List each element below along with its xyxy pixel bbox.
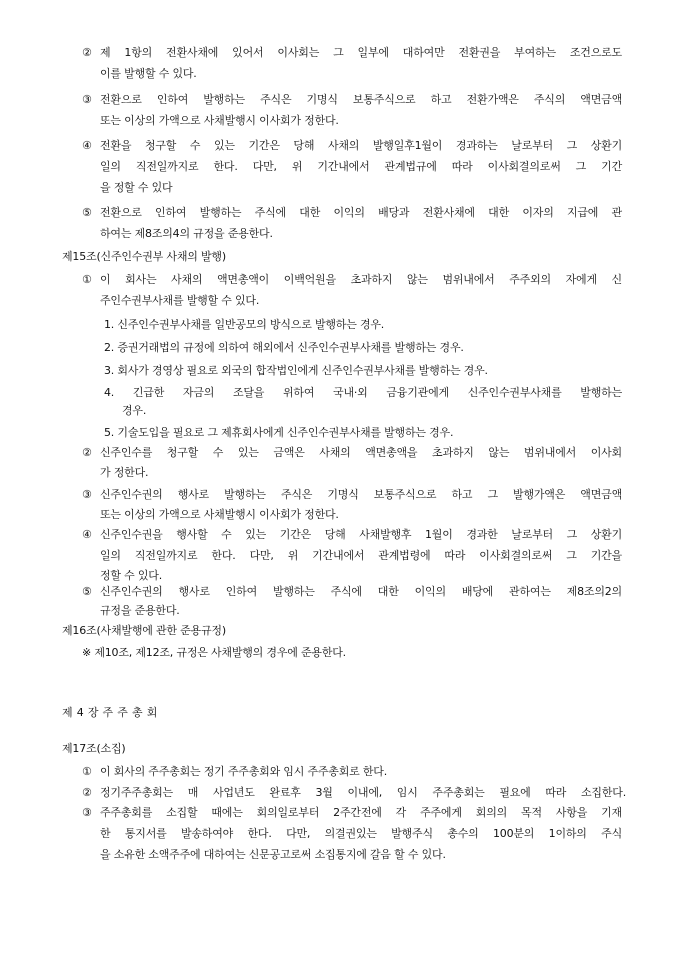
paragraph-line: 규정을 준용한다. bbox=[100, 604, 180, 617]
paragraph-number: ② bbox=[82, 46, 92, 59]
paragraph-line: 신주인수권의 행사로 인하여 발행하는 주식에 대한 이익의 배당에 관하여는 제8조의2의 bbox=[100, 585, 622, 598]
paragraph-number: ② bbox=[82, 786, 92, 799]
list-item-line: 4. 긴급한 자금의 조달을 위하여 국내·외 금융기관에게 신주인수권부사채를 발행하는 bbox=[104, 386, 622, 399]
paragraph-number: ③ bbox=[82, 93, 92, 106]
paragraph-number: ① bbox=[82, 273, 92, 286]
paragraph-line: 가 정한다. bbox=[100, 466, 149, 479]
paragraph-line: 일의 직전일까지로 한다. 다만, 위 기간내에서 관계법령에 따라 이사회결의로써 그 기간을 bbox=[100, 549, 622, 562]
paragraph-line: 정기주주총회는 매 사업년도 완료후 3월 이내에, 임시 주주총회는 필요에 따라 소집한다. bbox=[100, 786, 626, 799]
list-item: 3. 회사가 경영상 필요로 외국의 합작법인에게 신주인수권부사채를 발행하는 경우. bbox=[104, 364, 488, 377]
paragraph-line: 을 소유한 소액주주에 대하여는 신문공고로써 소집통지에 갈음 할 수 있다. bbox=[100, 848, 446, 861]
paragraph-line: 주인수권부사채를 발행할 수 있다. bbox=[100, 294, 260, 307]
article-15-title: 제15조(신주인수권부 사채의 발행) bbox=[62, 250, 226, 263]
paragraph-line: 또는 이상의 가액으로 사채발행시 이사회가 정한다. bbox=[100, 508, 339, 521]
paragraph-line: 전환으로 인하여 발행하는 주식은 기명식 보통주식으로 하고 전환가액은 주식의 액면금액 bbox=[100, 93, 622, 106]
paragraph-line: 이를 발행할 수 있다. bbox=[100, 67, 197, 80]
paragraph-number: ④ bbox=[82, 528, 92, 541]
paragraph-line: 이 회사는 사채의 액면총액이 이백억원을 초과하지 않는 범위내에서 주주외의 자에게 신 bbox=[100, 273, 622, 286]
chapter-4-heading: 제 4 장 주 주 총 회 bbox=[62, 706, 158, 719]
article-16-title: 제16조(사채발행에 관한 준용규정) bbox=[62, 624, 226, 637]
article-16-note: ※ 제10조, 제12조, 규정은 사채발행의 경우에 준용한다. bbox=[82, 646, 346, 659]
paragraph-line: 하여는 제8조의4의 규정을 준용한다. bbox=[100, 227, 273, 240]
paragraph-line: 또는 이상의 가액으로 사채발행시 이사회가 정한다. bbox=[100, 114, 339, 127]
paragraph-number: ⑤ bbox=[82, 585, 92, 598]
list-item: 5. 기술도입을 필요로 그 제휴회사에게 신주인수권부사채를 발행하는 경우. bbox=[104, 426, 454, 439]
paragraph-line: 전환을 청구할 수 있는 기간은 당해 사채의 발행일후1월이 경과하는 날로부터 그 상환기 bbox=[100, 139, 622, 152]
paragraph-number: ① bbox=[82, 765, 92, 778]
paragraph-line: 신주인수를 청구할 수 있는 금액은 사채의 액면총액을 초과하지 않는 범위내에서 이사회 bbox=[100, 446, 622, 459]
paragraph-number: ② bbox=[82, 446, 92, 459]
paragraph-line: 전환으로 인하여 발행하는 주식에 대한 이익의 배당과 전환사채에 대한 이자의 지급에 관 bbox=[100, 206, 622, 219]
article-17-title: 제17조(소집) bbox=[62, 742, 126, 755]
list-item: 1. 신주인수권부사채를 일반공모의 방식으로 발행하는 경우. bbox=[104, 318, 385, 331]
paragraph-line: 주주총회를 소집할 때에는 회의일로부터 2주간전에 각 주주에게 회의의 목적 사항을 기재 bbox=[100, 806, 622, 819]
paragraph-line: 제 1항의 전환사채에 있어서 이사회는 그 일부에 대하여만 전환권을 부여하는 조건으로도 bbox=[100, 46, 622, 59]
paragraph-line: 한 통지서를 발송하여야 한다. 다만, 의결권있는 발행주식 총수의 100분의 1이하의 주식 bbox=[100, 827, 622, 840]
paragraph-line: 신주인수권의 행사로 발행하는 주식은 기명식 보통주식으로 하고 그 발행가액은 액면금액 bbox=[100, 488, 622, 501]
paragraph-line: 신주인수권을 행사할 수 있는 기간은 당해 사채발행후 1월이 경과한 날로부터 그 상환기 bbox=[100, 528, 622, 541]
paragraph-line: 을 정할 수 있다 bbox=[100, 181, 173, 194]
paragraph-line: 정할 수 있다. bbox=[100, 569, 163, 582]
paragraph-line: 이 회사의 주주총회는 정기 주주총회와 임시 주주총회로 한다. bbox=[100, 765, 388, 778]
paragraph-number: ③ bbox=[82, 488, 92, 501]
list-item-line: 경우. bbox=[122, 404, 147, 417]
list-item: 2. 증권거래법의 규정에 의하여 해외에서 신주인수권부사채를 발행하는 경우. bbox=[104, 341, 464, 354]
paragraph-number: ④ bbox=[82, 139, 92, 152]
paragraph-number: ⑤ bbox=[82, 206, 92, 219]
paragraph-number: ③ bbox=[82, 806, 92, 819]
paragraph-line: 일의 직전일까지로 한다. 다만, 위 기간내에서 관계법규에 따라 이사회결의로써 그 기간 bbox=[100, 160, 622, 173]
